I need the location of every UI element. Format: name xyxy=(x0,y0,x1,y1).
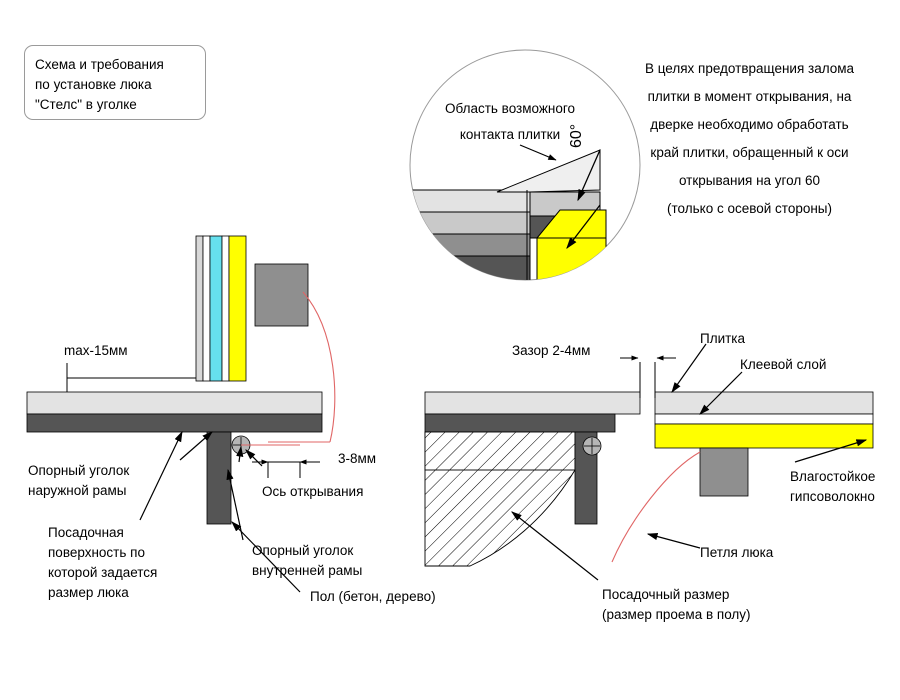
floor-label: Пол (бетон, дерево) xyxy=(310,589,436,604)
outer-frame-label-line-1: Опорный уголок xyxy=(28,463,130,478)
gap-2-4mm-dimension: Зазор 2-4мм xyxy=(512,343,591,358)
detail-circle-group xyxy=(410,50,640,292)
seat-size-label-line-1: Посадочный размер xyxy=(602,587,730,602)
inner-frame-label-line-1: Опорный уголок xyxy=(252,543,354,558)
title-line-3: "Стелс" в уголке xyxy=(35,97,137,112)
seat-surface-label-line-3: которой задается xyxy=(48,565,158,580)
note-line-1: В целях предотвращения залома xyxy=(644,61,855,76)
glue-layer-label: Клеевой слой xyxy=(740,357,827,372)
max-15mm-dimension: max-15мм xyxy=(64,343,128,358)
note-line-4: край плитки, обращенный к оси xyxy=(650,145,849,160)
note-line-5: открывания на угол 60 xyxy=(678,173,821,188)
seat-surface-label-line-2: поверхность по xyxy=(48,545,145,560)
note-line-3: дверке необходимо обработать xyxy=(650,117,849,132)
tile-label: Плитка xyxy=(700,331,746,346)
inner-frame-label-line-2: внутренней рамы xyxy=(252,563,363,578)
opening-axis-label: Ось открывания xyxy=(262,484,364,499)
contact-area-label-line-1: Область возможного xyxy=(444,101,576,116)
title-line-1: Схема и требования xyxy=(35,57,164,72)
note-line-2: плитки в момент открывания, на xyxy=(647,89,852,104)
gypsum-board-label-line-2: гипсоволокно xyxy=(790,489,875,504)
title-line-2: по установке люка xyxy=(35,77,152,92)
hinge-label: Петля люка xyxy=(700,545,774,560)
title-callout-box xyxy=(24,45,206,120)
angle-60-label: 60° xyxy=(568,123,585,148)
contact-area-label-line-2: контакта плитки xyxy=(459,127,561,142)
seat-size-label-line-2: (размер проема в полу) xyxy=(602,607,751,622)
seat-surface-label-line-4: размер люка xyxy=(48,585,129,600)
gypsum-board-label-line-1: Влагостойкое xyxy=(790,469,876,484)
outer-frame-label-line-2: наружной рамы xyxy=(28,483,127,498)
right-section-drawing xyxy=(425,344,876,580)
seat-surface-label-line-1: Посадочная xyxy=(48,525,124,540)
note-line-6: (только с осевой стороны) xyxy=(666,201,832,216)
gap-3-8mm-dimension: 3-8мм xyxy=(338,451,377,466)
